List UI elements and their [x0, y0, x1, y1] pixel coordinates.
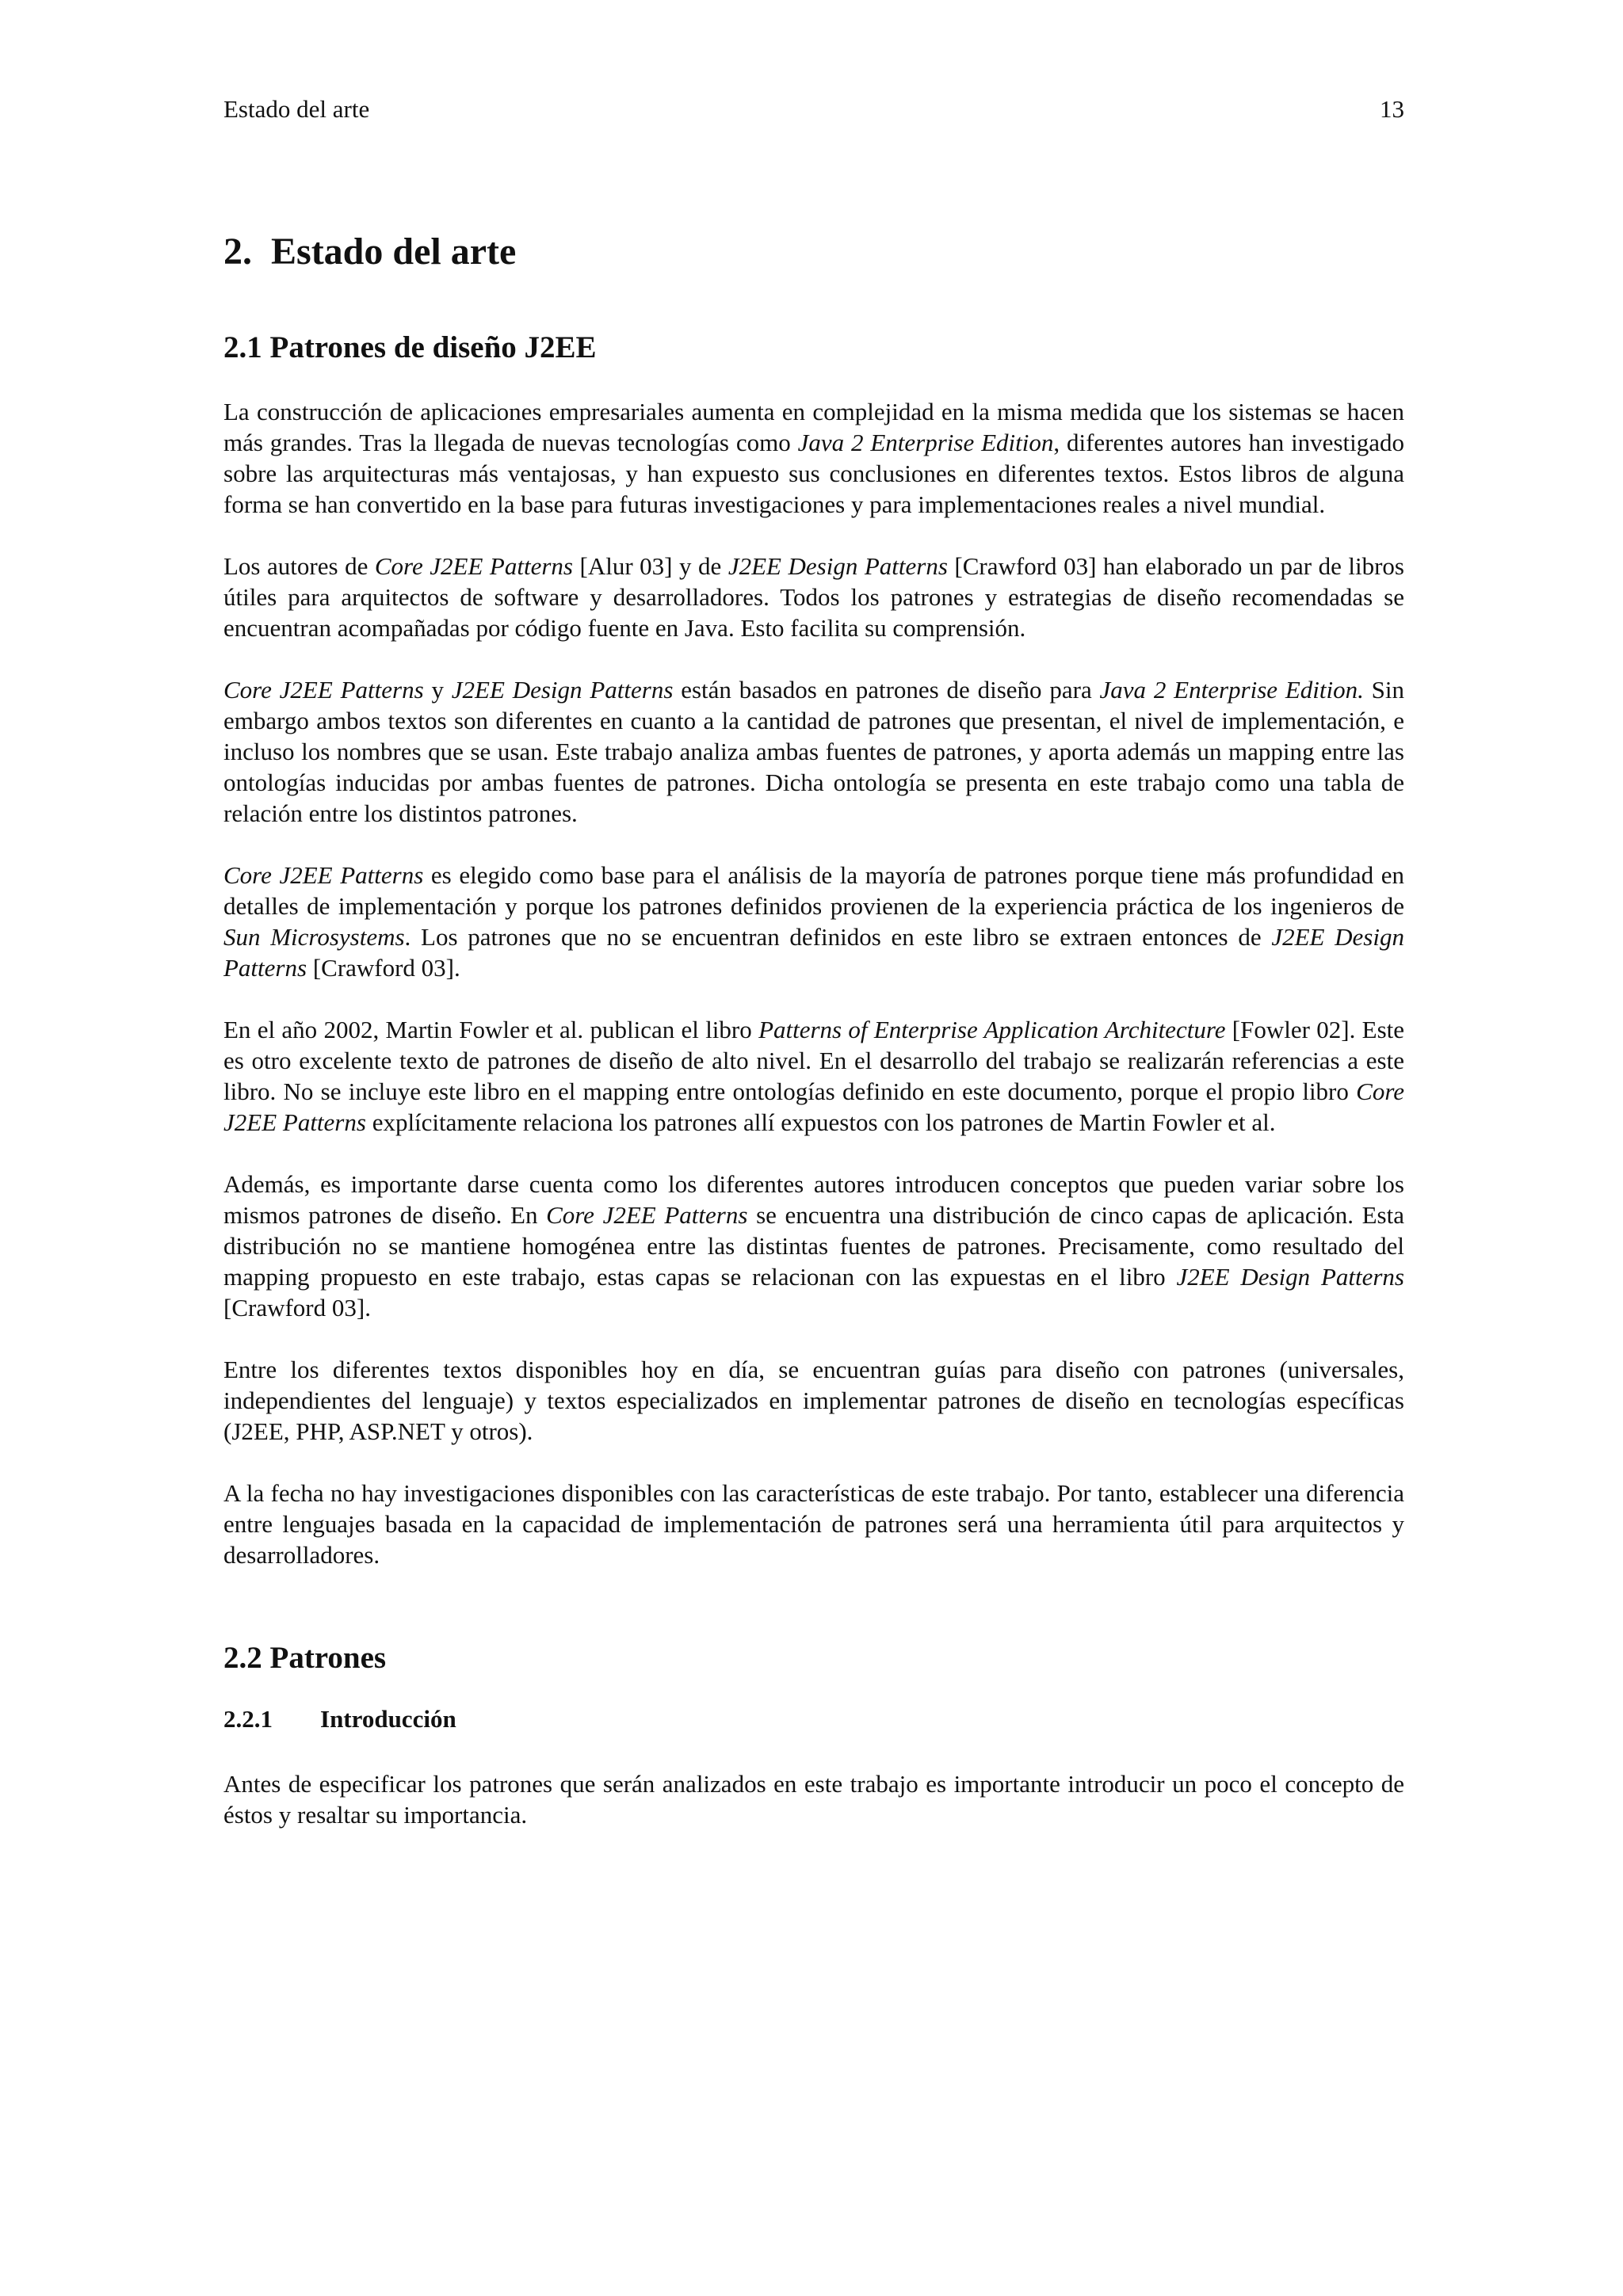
italic-title-run: Java 2 Enterprise Edition: [797, 429, 1054, 456]
subsection-number: 2.2.1: [223, 1705, 273, 1733]
text-run: es elegido como base para el análisis de la mayoría de patrones porque tiene más profundidad en detalles de implementación y porque los patrones definidos provienen de la experiencia práctica de los ingenieros de: [223, 861, 1404, 920]
running-header: [223, 93, 1404, 125]
text-run: Los autores de: [223, 552, 375, 580]
italic-title-run: J2EE Design Patterns: [223, 923, 1404, 982]
chapter-number: 2.: [223, 231, 252, 273]
italic-title-run: Core J2EE Patterns: [374, 552, 573, 580]
text-run: En el año 2002, Martin Fowler et al. publican el libro: [223, 1016, 759, 1043]
text-run: , diferentes autores han investigado sobre las arquitecturas más ventajosas, y han expuesto sus conclusiones en diferentes textos. Estos libros de alguna forma se han convertido en la base para futuras investigaciones y para implementaciones reales a nivel mundial.: [223, 429, 1404, 518]
italic-title-run: Java 2 Enterprise Edition.: [1099, 676, 1364, 704]
body-paragraph: [223, 1768, 1404, 1830]
running-title: Estado del arte: [223, 95, 370, 123]
chapter-title-text: Estado del arte: [271, 231, 517, 273]
text-run: [Crawford 03].: [223, 1294, 371, 1322]
page-content: [223, 228, 1404, 1861]
text-run: [Fowler 02]. Este es otro excelente texto de patrones de diseño de alto nivel. En el desarrollo del trabajo se realizarán referencias a este libro. No se incluye este libro en el mapping entre ontologías definido en este documento, porque el propio libro: [223, 1016, 1405, 1105]
italic-title-run: J2EE Design Patterns: [1176, 1263, 1404, 1291]
body-paragraph: [223, 1354, 1404, 1447]
body-paragraph: [223, 551, 1404, 643]
text-run: Antes de especificar los patrones que serán analizados en este trabajo es importante introducir un poco el concepto de éstos y resaltar su importancia.: [223, 1770, 1404, 1829]
subsection-body: [223, 1768, 1404, 1830]
italic-title-run: Patterns of Enterprise Application Architecture: [758, 1016, 1226, 1043]
subsection-title: [223, 1703, 1404, 1735]
text-run: La construcción de aplicaciones empresariales aumenta en complejidad en la misma medida que los sistemas se hacen más grandes. Tras la llegada de nuevas tecnologías como: [223, 398, 1404, 456]
italic-title-run: Core J2EE Patterns: [223, 676, 424, 704]
body-paragraph: [223, 1169, 1404, 1323]
chapter-title: [223, 228, 1404, 276]
text-run: están basados en patrones de diseño para: [673, 676, 1100, 704]
italic-title-run: Sun Microsystems: [223, 923, 405, 951]
body-paragraph: [223, 1478, 1404, 1570]
body-paragraph: [223, 860, 1404, 983]
italic-title-run: Core J2EE Patterns: [223, 861, 424, 889]
section-body: [223, 396, 1404, 1570]
body-paragraph: [223, 674, 1404, 829]
text-run: [Crawford 03].: [307, 954, 460, 982]
text-run: se encuentra una distribución de cinco capas de aplicación. Esta distribución no se mantiene homogénea entre las distintas fuentes de patrones. Precisamente, como resultado del mapping propuesto en este trabajo, estas capas se relacionan con las expuestas en el libro: [223, 1201, 1404, 1291]
body-paragraph: [223, 396, 1404, 520]
text-run: Entre los diferentes textos disponibles hoy en día, se encuentran guías para diseño con patrones (universales, independientes del lenguaje) y textos especializados en implementar patrones de diseño en tecnologías específicas (J2EE, PHP, ASP.NET y otros).: [223, 1356, 1404, 1445]
text-run: [Crawford 03] han elaborado un par de libros útiles para arquitectos de software y desarrolladores. Todos los patrones y estrategias de diseño recomendadas se encuentran acompañadas por código fuente en Java. Esto facilita su comprensión.: [223, 552, 1404, 642]
italic-title-run: J2EE Design Patterns: [727, 552, 948, 580]
text-run: Además, es importante darse cuenta como los diferentes autores introducen conceptos que pueden variar sobre los mismos patrones de diseño. En: [223, 1170, 1404, 1229]
italic-title-run: Core J2EE Patterns: [546, 1201, 748, 1229]
text-run: [Alur 03] y de: [572, 552, 728, 580]
page-number: 13: [1380, 95, 1404, 123]
text-run: . Los patrones que no se encuentran definidos en este libro se extraen entonces de: [404, 923, 1272, 951]
italic-title-run: J2EE Design Patterns: [451, 676, 674, 704]
subsection-title-text: Introducción: [320, 1705, 456, 1733]
text-run: Sin embargo ambos textos son diferentes en cuanto a la cantidad de patrones que presentan, el nivel de implementación, e incluso los nombres que se usan. Este trabajo analiza ambas fuentes de patrones, y aporta además un mapping entre las ontologías inducidas por ambas fuentes de patrones. Dicha ontología se presenta en este trabajo como una tabla de relación entre los distintos patrones.: [223, 676, 1405, 827]
text-run: y: [423, 676, 452, 704]
section-title: 2.1 Patrones de diseño J2EE: [223, 330, 597, 364]
text-run: explícitamente relaciona los patrones allí expuestos con los patrones de Martin Fowler et al.: [365, 1108, 1276, 1136]
body-paragraph: [223, 1014, 1404, 1138]
section-title: 2.2 Patrones: [223, 1641, 387, 1675]
text-run: A la fecha no hay investigaciones disponibles con las características de este trabajo. Por tanto, establecer una diferencia entre lenguajes basada en la capacidad de implementación de patrones será una herramienta útil para arquitectos y desarrolladores.: [223, 1479, 1404, 1569]
document-page: [223, 0, 1404, 2296]
italic-title-run: Core J2EE Patterns: [223, 1077, 1404, 1136]
